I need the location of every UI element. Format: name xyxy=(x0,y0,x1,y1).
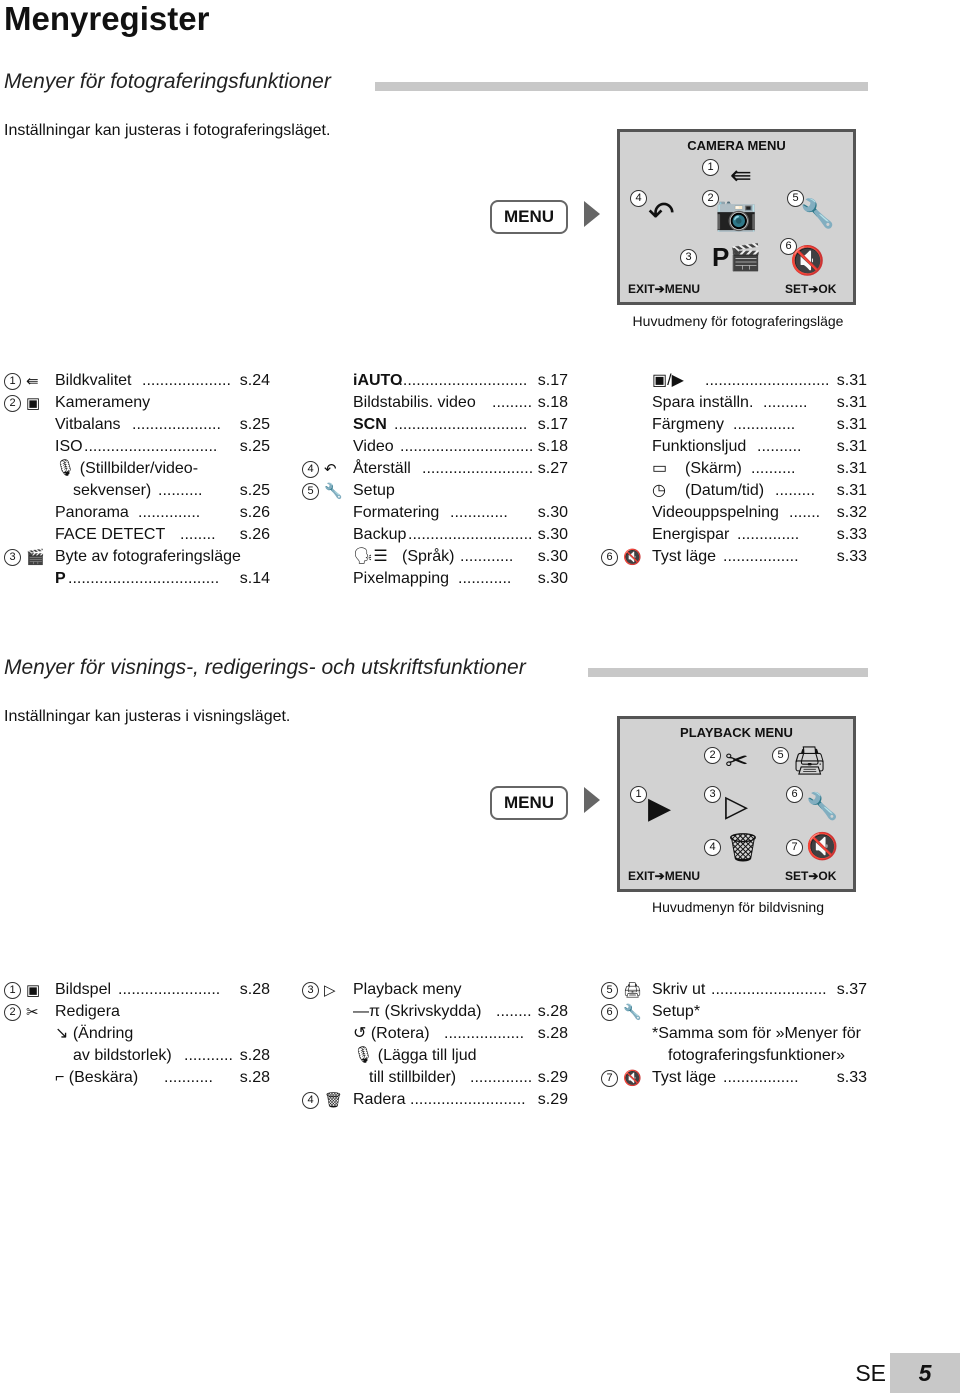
setup-icon: 🔧 xyxy=(623,1004,642,1021)
list-item: 🎙 (Lägga till ljud xyxy=(353,1047,477,1064)
print-icon: 🖨 xyxy=(623,982,643,999)
section2-intro: Inställningar kan justeras i visningsläget. xyxy=(4,708,291,725)
section1-intro: Inställningar kan justeras i fotograferingsläget. xyxy=(4,122,331,139)
list-item: Videouppspelning ....... s.32 xyxy=(652,504,867,521)
list-item: 3 🎬 Byte av fotograferingsläge xyxy=(4,546,270,568)
list-item: ◷ (Datum/tid) ......... s.31 xyxy=(601,480,867,502)
list-item: 4 ↶ Återställ ......................... s.27 xyxy=(302,458,568,480)
callout-1: 1 xyxy=(630,786,647,803)
list-item: 6 🔧 Setup* xyxy=(601,1001,867,1023)
list-item: 2 ✂ Redigera xyxy=(4,1001,270,1023)
list-item: 4 🗑 Radera .......................... s.29 xyxy=(302,1089,568,1111)
list-item: 5 🖨 Skriv ut .......................... s.37 xyxy=(601,979,867,1001)
section1-caption: Huvudmeny för fotograferingsläge xyxy=(632,313,844,329)
silent-mode-icon: 🔇 xyxy=(623,549,642,566)
screen-title: CAMERA MENU xyxy=(687,138,786,153)
list-item: Backup ............................ s.30 xyxy=(353,526,568,543)
list-item: ↺ (Rotera) .................. s.28 xyxy=(353,1025,568,1042)
slideshow-icon: ▣ xyxy=(26,982,41,999)
section1-heading-bar xyxy=(375,82,868,91)
language-icon: 🗣☰ xyxy=(353,548,388,565)
callout-3: 3 xyxy=(704,786,721,803)
screen-title: PLAYBACK MENU xyxy=(680,725,793,740)
callout-6: 6 xyxy=(780,238,797,255)
image-quality-icon: ⇚ xyxy=(26,373,39,390)
reset-icon: ↶ xyxy=(324,461,337,478)
playback-menu-icon: ▷ xyxy=(324,982,336,999)
list-item: till stillbilder) .............. s.29 xyxy=(369,1069,568,1086)
camera-menu-icon: ▣ xyxy=(26,395,41,412)
list-item: Formatering ............. s.30 xyxy=(353,504,568,521)
list-item: *Samma som för »Menyer för xyxy=(652,1025,861,1042)
list-item: Vitbalans .................... s.25 xyxy=(55,416,270,433)
shooting-mode-icon: P🎬 xyxy=(712,242,762,272)
list-item: 1 ▣ Bildspel ....................... s.28 xyxy=(4,979,270,1001)
list-item: 5 🔧 Setup xyxy=(302,480,568,502)
image-quality-icon: ⇚ xyxy=(730,160,752,190)
list-item: 3 ▷ Playback meny xyxy=(302,979,568,1001)
list-item: Video .............................. s.18 xyxy=(353,438,568,455)
setup-icon: 🔧 xyxy=(324,483,343,500)
list-item: 1 ⇚ Bildkvalitet s.24 .................... xyxy=(4,370,270,392)
camera-icon: 📷 xyxy=(715,195,758,233)
callout-2: 2 xyxy=(702,190,719,207)
list-item: 🗣☰ (Språk) ............ s.30 xyxy=(302,546,568,568)
list-item: Pixelmapping ............ s.30 xyxy=(353,570,568,587)
playback-menu-icon: ▷ xyxy=(725,790,749,823)
list-item: 6 🔇 Tyst läge ................. s.33 xyxy=(601,546,867,568)
section2-caption: Huvudmenyn för bildvisning xyxy=(652,899,824,915)
list-item: Energispar .............. s.33 xyxy=(652,526,867,543)
list-item: 🎙 (Stillbilder/video- xyxy=(55,460,199,477)
list-item: Spara inställn. .......... s.31 xyxy=(652,394,867,411)
camera-menu-screen xyxy=(617,129,856,305)
list-item: SCN .............................. s.17 xyxy=(353,416,568,433)
list-item: ⌐ (Beskära) ........... s.28 xyxy=(55,1069,270,1086)
section1-heading: Menyer för fotograferingsfunktioner xyxy=(4,70,331,93)
list-item: Bildstabilis. video ......... s.18 xyxy=(353,394,568,411)
callout-6: 6 xyxy=(786,786,803,803)
exit-menu-label: EXIT➔MENU xyxy=(628,869,701,883)
reset-icon: ↶ xyxy=(648,195,675,231)
exit-menu-label: EXIT➔MENU xyxy=(628,282,701,296)
print-icon: 🖨 xyxy=(792,745,828,776)
list-item: fotograferingsfunktioner» xyxy=(668,1047,845,1064)
playback-menu-screen xyxy=(617,716,856,892)
silent-mode-icon: 🔇 xyxy=(623,1070,642,1087)
erase-icon: 🗑 xyxy=(324,1092,344,1109)
list-item: iAUTO .............................. s.17 xyxy=(353,372,568,389)
erase-icon: 🗑 xyxy=(725,832,761,863)
arrow-right-icon xyxy=(584,787,600,813)
list-item: ISO .............................. s.25 xyxy=(55,438,270,455)
list-item: Panorama .............. s.26 xyxy=(55,504,270,521)
callout-4: 4 xyxy=(630,190,647,207)
list-item: Färgmeny .............. s.31 xyxy=(652,416,867,433)
section1-col2 xyxy=(302,370,568,590)
callout-5: 5 xyxy=(787,190,804,207)
set-ok-label: SET➔OK xyxy=(785,282,837,296)
list-item: ▭ (Skärm) .......... s.31 xyxy=(601,458,867,480)
menu-button: MENU xyxy=(490,786,568,820)
section1-col1 xyxy=(4,370,270,590)
menu-button: MENU xyxy=(490,200,568,234)
slideshow-icon: ▶ xyxy=(648,792,672,825)
callout-2: 2 xyxy=(704,747,721,764)
edit-icon: ✂ xyxy=(26,1004,39,1021)
silent-mode-icon: 🔇 xyxy=(806,831,839,861)
silent-mode-icon: 🔇 xyxy=(790,245,825,276)
section2-heading-bar xyxy=(588,668,868,677)
display-icon: ▭ xyxy=(652,460,668,477)
list-item: P .................................. s.14 xyxy=(55,570,270,587)
arrow-right-icon xyxy=(584,201,600,227)
callout-5: 5 xyxy=(772,747,789,764)
list-item: —π (Skrivskydda) ........ s.28 xyxy=(353,1003,568,1020)
callout-3: 3 xyxy=(680,249,697,266)
setup-icon: 🔧 xyxy=(800,198,835,229)
shooting-mode-icon: 🎬 xyxy=(26,549,45,566)
callout-7: 7 xyxy=(786,839,803,856)
callout-1: 1 xyxy=(702,159,719,176)
list-item: 7 🔇 Tyst läge ................. s.33 xyxy=(601,1067,867,1089)
list-item: sekvenser) .......... s.25 xyxy=(73,482,270,499)
callout-4: 4 xyxy=(704,839,721,856)
setup-icon: 🔧 xyxy=(806,791,839,821)
section1-col3 xyxy=(601,370,867,568)
page-number: 5 xyxy=(890,1353,960,1393)
list-item: 2 ▣ Kamerameny xyxy=(4,392,270,414)
section2-col2 xyxy=(302,979,568,1111)
set-ok-label: SET➔OK xyxy=(785,869,837,883)
list-item: ▣/▶ ............................ s.31 xyxy=(652,372,867,389)
list-item: FACE DETECT ........ s.26 xyxy=(55,526,270,543)
page-title: Menyregister xyxy=(4,0,210,37)
section2-col1 xyxy=(4,979,270,1089)
list-item: av bildstorlek) ........... s.28 xyxy=(73,1047,270,1064)
section2-col3 xyxy=(601,979,867,1089)
language-code: SE xyxy=(855,1360,886,1386)
clock-icon: ◷ xyxy=(652,482,666,499)
section2-heading: Menyer för visnings-, redigerings- och utskriftsfunktioner xyxy=(4,656,526,679)
scissors-icon: ✂ xyxy=(725,745,749,776)
list-item: ↘ (Ändring xyxy=(55,1025,134,1042)
list-item: Funktionsljud .......... s.31 xyxy=(652,438,867,455)
